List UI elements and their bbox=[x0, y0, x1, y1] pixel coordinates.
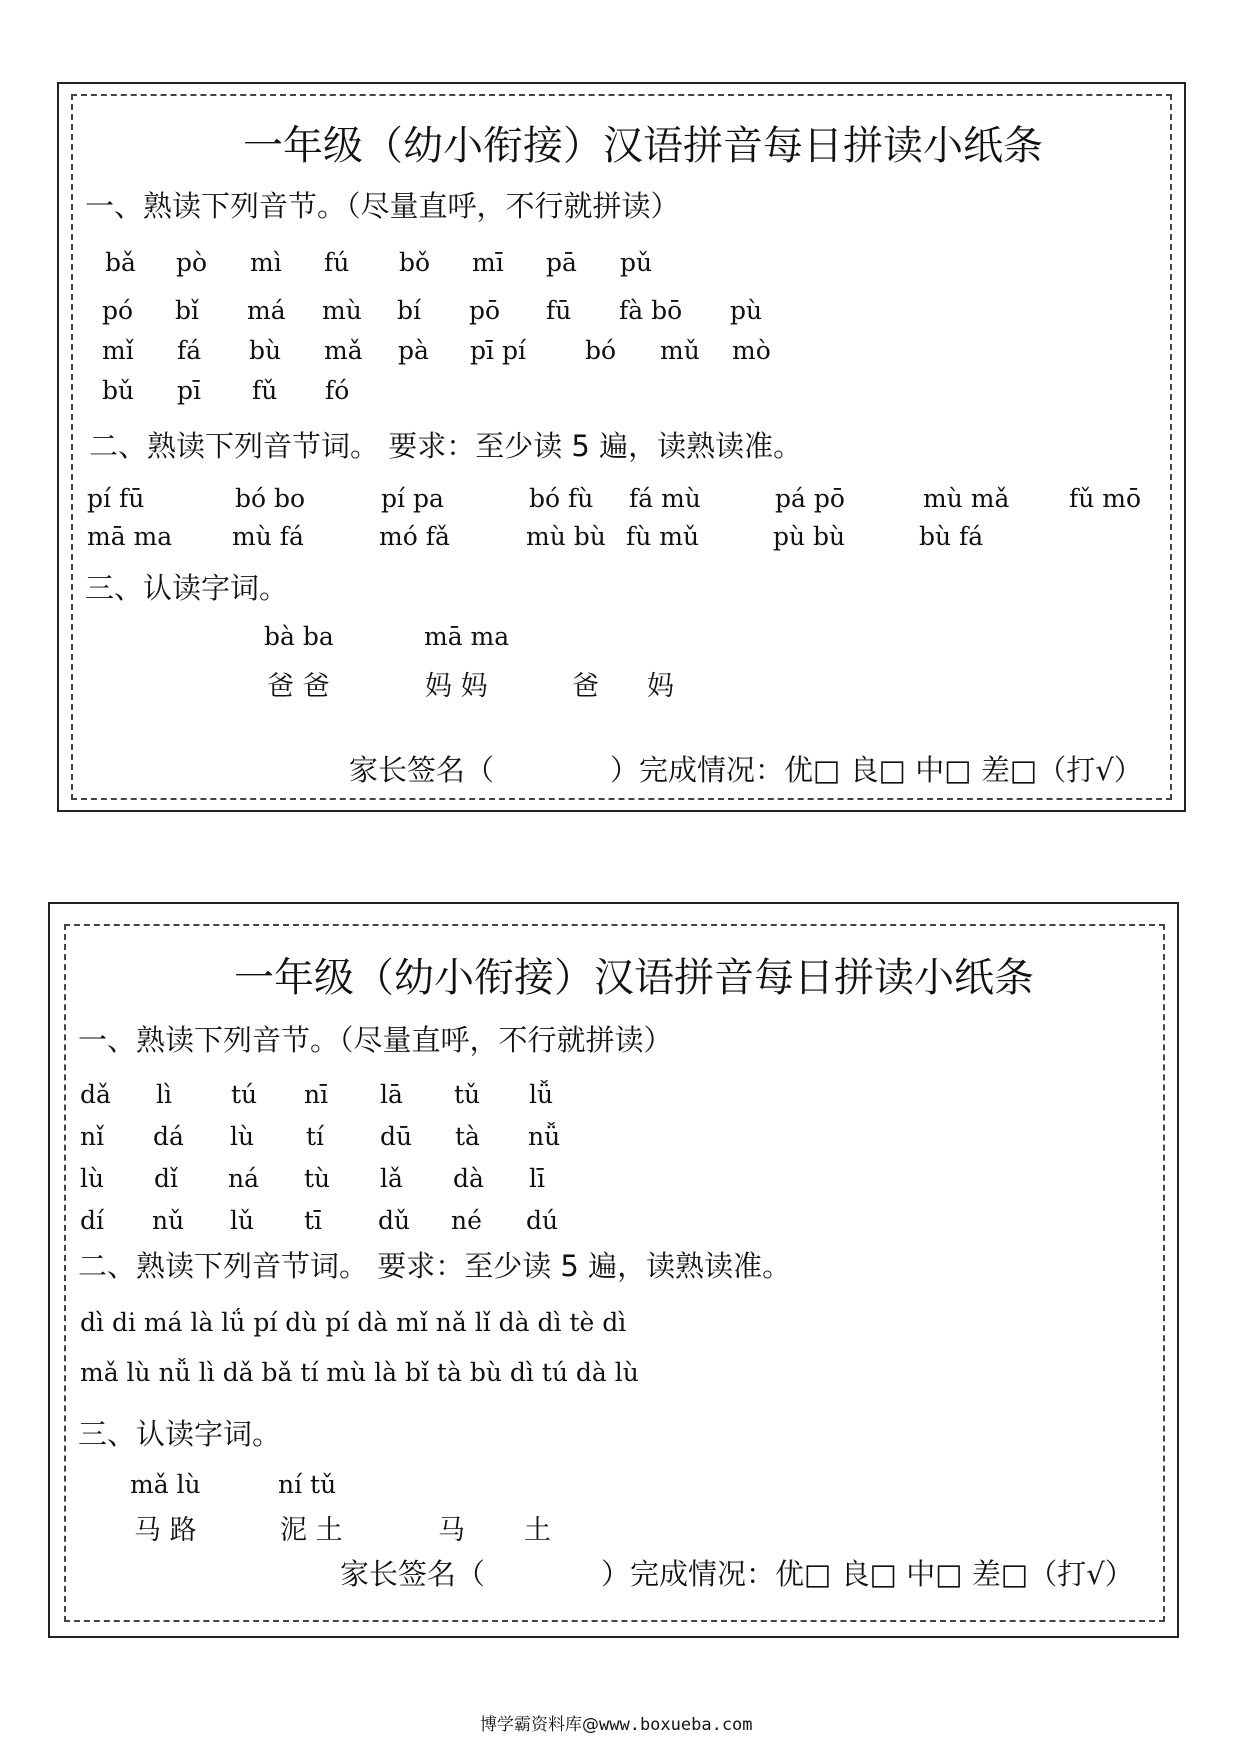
syllable: dà bbox=[453, 1164, 484, 1193]
chinese-word: 妈 bbox=[647, 671, 674, 702]
pinyin-word: fǔ mō bbox=[1069, 484, 1142, 513]
syllable: tú bbox=[231, 1080, 258, 1109]
syllable: mò bbox=[732, 336, 771, 365]
pinyin-word: pí pa bbox=[381, 484, 444, 513]
section-2-heading: 二、熟读下列音节词。 要求：至少读 5 遍，读熟读准。 bbox=[89, 429, 803, 463]
syllable: fǔ bbox=[252, 376, 278, 405]
syllable: pù bbox=[730, 296, 763, 325]
syllable: tǔ bbox=[454, 1080, 481, 1109]
pinyin-word: pí fū bbox=[87, 484, 145, 513]
syllable: má bbox=[247, 296, 286, 325]
syllable: nǔ bbox=[152, 1206, 185, 1235]
syllable-row-3 bbox=[59, 336, 1159, 370]
syllable: fó bbox=[325, 376, 350, 405]
pinyin-word: mù fá bbox=[232, 522, 304, 551]
syllable: nī bbox=[304, 1080, 329, 1109]
syllable: tí bbox=[306, 1122, 325, 1151]
syllable: mì bbox=[250, 248, 282, 277]
syllable: mù bbox=[322, 296, 362, 325]
syllable-row-1 bbox=[59, 248, 1159, 282]
syllable: lù bbox=[80, 1164, 105, 1193]
syllable: dǔ bbox=[378, 1206, 411, 1235]
syllable: dū bbox=[380, 1122, 413, 1151]
syllable: nǐ bbox=[80, 1122, 105, 1151]
card-title: 一年级（幼小衔接）汉语拼音每日拼读小纸条 bbox=[234, 955, 1034, 1001]
section-1-heading: 一、熟读下列音节。（尽量直呼，不行就拼读） bbox=[78, 1023, 673, 1057]
syllable: bù bbox=[249, 336, 282, 365]
section-3-heading: 三、认读字词。 bbox=[78, 1417, 282, 1451]
syllable: dí bbox=[80, 1206, 104, 1235]
syllable: dú bbox=[526, 1206, 559, 1235]
syllable: fá bbox=[177, 336, 202, 365]
pinyin-word: mó fǎ bbox=[379, 522, 450, 551]
chinese-word: 泥 土 bbox=[280, 1515, 343, 1546]
chinese-chars bbox=[59, 664, 1159, 704]
chinese-chars bbox=[50, 1508, 1150, 1548]
card-title: 一年级（幼小衔接）汉语拼音每日拼读小纸条 bbox=[243, 123, 1043, 169]
pinyin-word: bà ba bbox=[264, 622, 334, 651]
chinese-word: 土 bbox=[524, 1515, 551, 1546]
syllable: pō bbox=[469, 296, 501, 325]
worksheet-card-1 bbox=[57, 82, 1186, 812]
syllable: lǚ bbox=[529, 1080, 554, 1109]
syllable: lǎ bbox=[380, 1164, 403, 1193]
syllable: tà bbox=[455, 1122, 480, 1151]
syllable: pā bbox=[546, 248, 577, 277]
chinese-word: 爸 bbox=[572, 671, 599, 702]
syllable: fū bbox=[546, 296, 572, 325]
syllable-row-2 bbox=[59, 296, 1159, 330]
pinyin-word: bó fù bbox=[529, 484, 594, 513]
chinese-word: 妈 妈 bbox=[425, 671, 488, 702]
syllable: mǎ bbox=[324, 336, 363, 365]
pinyin-word: mā ma bbox=[87, 522, 173, 551]
syllable: nǚ bbox=[528, 1122, 561, 1151]
pinyin-above-chars bbox=[59, 622, 1159, 656]
syllable: bǒ bbox=[399, 248, 431, 277]
syllable: tī bbox=[304, 1206, 323, 1235]
chinese-word: 马 路 bbox=[134, 1515, 197, 1546]
word-row-2 bbox=[59, 522, 1159, 556]
syllable: pà bbox=[398, 336, 429, 365]
syllable: pī pí bbox=[470, 336, 526, 365]
syllable: lù bbox=[230, 1122, 255, 1151]
syllable: bó bbox=[585, 336, 617, 365]
word-line-2: mǎ lù nǚ lì dǎ bǎ tí mù là bǐ tà bù dì tú dà lù bbox=[80, 1358, 639, 1387]
syllable: pǔ bbox=[620, 248, 653, 277]
syllable: pī bbox=[177, 376, 201, 405]
pinyin-above-chars bbox=[50, 1470, 1150, 1504]
parent-signature-line: 家长签名（ ）完成情况：优□ 良□ 中□ 差□（打√） bbox=[349, 753, 1143, 787]
syllable: mǔ bbox=[660, 336, 700, 365]
syllable: bí bbox=[397, 296, 421, 325]
word-row-1 bbox=[59, 484, 1159, 518]
syllable: pò bbox=[176, 248, 208, 277]
pinyin-word: bó bo bbox=[235, 484, 306, 513]
syllable-row-3 bbox=[50, 1164, 1150, 1198]
pinyin-word: mā ma bbox=[424, 622, 510, 651]
syllable: pó bbox=[102, 296, 134, 325]
pinyin-word: pù bù bbox=[773, 522, 846, 551]
syllable-row-2 bbox=[50, 1122, 1150, 1156]
pinyin-word: bù fá bbox=[919, 522, 984, 551]
section-1-heading: 一、熟读下列音节。（尽量直呼，不行就拼读） bbox=[85, 189, 680, 223]
syllable: ná bbox=[228, 1164, 260, 1193]
footer-url: www.boxueba.com bbox=[599, 1715, 753, 1735]
syllable: dǎ bbox=[80, 1080, 111, 1109]
pinyin-word: fá mù bbox=[629, 484, 701, 513]
syllable: fà bō bbox=[619, 296, 683, 325]
pinyin-word: ní tǔ bbox=[278, 1470, 337, 1499]
syllable-row-1 bbox=[50, 1080, 1150, 1114]
worksheet-card-2 bbox=[48, 902, 1179, 1638]
syllable: tù bbox=[304, 1164, 331, 1193]
syllable: fú bbox=[324, 248, 350, 277]
section-2-heading: 二、熟读下列音节词。 要求：至少读 5 遍，读熟读准。 bbox=[78, 1249, 792, 1283]
syllable-row-4 bbox=[50, 1206, 1150, 1240]
footer-watermark bbox=[480, 1710, 753, 1735]
pinyin-word: mù bù bbox=[526, 522, 606, 551]
pinyin-word: fù mǔ bbox=[626, 522, 700, 551]
syllable-row-4 bbox=[59, 376, 1159, 410]
section-3-heading: 三、认读字词。 bbox=[85, 571, 289, 605]
pinyin-word: mù mǎ bbox=[923, 484, 1010, 513]
syllable: lī bbox=[529, 1164, 545, 1193]
syllable: mī bbox=[472, 248, 504, 277]
syllable: bǔ bbox=[102, 376, 135, 405]
syllable: né bbox=[451, 1206, 482, 1235]
chinese-word: 马 bbox=[438, 1515, 465, 1546]
pinyin-word: mǎ lù bbox=[130, 1470, 201, 1499]
syllable: mǐ bbox=[102, 336, 134, 365]
word-line-1: dì di má là lǘ pí dù pí dà mǐ nǎ lǐ dà dì tè dì bbox=[80, 1308, 627, 1337]
syllable: lā bbox=[380, 1080, 403, 1109]
syllable: dá bbox=[153, 1122, 184, 1151]
syllable: lǔ bbox=[230, 1206, 255, 1235]
chinese-word: 爸 爸 bbox=[267, 671, 330, 702]
syllable: lì bbox=[156, 1080, 172, 1109]
syllable: dǐ bbox=[154, 1164, 178, 1193]
pinyin-word: pá pō bbox=[775, 484, 845, 513]
syllable: bǐ bbox=[175, 296, 199, 325]
footer-site-name: 博学霸资料库@ bbox=[480, 1715, 599, 1735]
parent-signature-line: 家长签名（ ）完成情况：优□ 良□ 中□ 差□（打√） bbox=[340, 1557, 1134, 1591]
syllable: bǎ bbox=[105, 248, 136, 277]
